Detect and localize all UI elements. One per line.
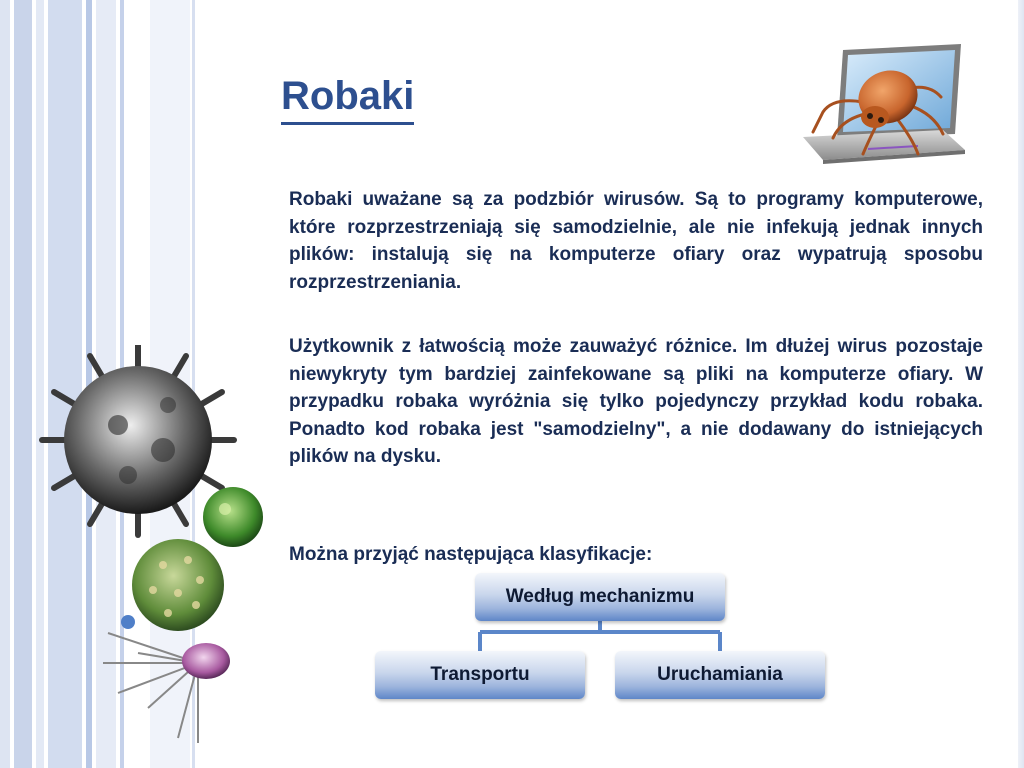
hierarchy-child-node-launch: Uruchamiania	[615, 651, 825, 699]
paragraph-intro: Robaki uważane są za podzbiór wirusów. Są to programy komputerowe, które rozprzestrzeniają się samodzielnie, ale nie infekują jednak innych plików: instalują się na komputerze ofiary oraz wypatrują sposobu rozprzestrzeniania.	[289, 189, 983, 293]
hierarchy-root-node: Według mechanizmu	[475, 573, 725, 621]
paragraph-differences: Użytkownik z łatwością może zauważyć różnice. Im dłużej wirus pozostaje niewykryty tym bardziej zainfekowane są pliki na komputerze ofiary. W przypadku robaka wyróżnia się tylko pojedynczy przykład kodu robaka. Ponadto kod robaka jest "samodzielny", a nie dodawany do istniejących plików na dysku.	[289, 336, 983, 467]
right-border	[1018, 0, 1024, 768]
virus-cluster-illustration	[38, 345, 278, 745]
paragraph-classification-lead: Można przyjąć następująca klasyfikacje:	[289, 544, 653, 565]
bug-on-laptop-illustration	[793, 42, 968, 167]
slide-title: Robaki	[281, 72, 414, 125]
hierarchy-child-node-transport: Transportu	[375, 651, 585, 699]
